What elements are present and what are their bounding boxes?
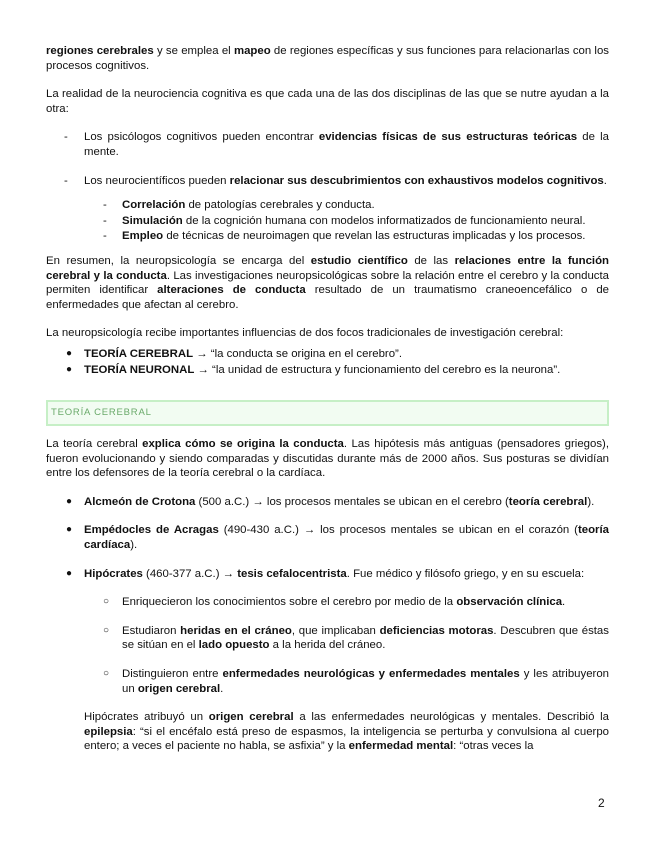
page-number: 2: [598, 796, 605, 810]
document-page: [46, 44, 609, 754]
sub-item-simulation: - Simulación de la cognición humana con modelos informatizados de funcionamiento neural.: [103, 214, 586, 227]
paragraph-cerebral-theory: La teoría cerebral explica cómo se origina la conducta. Las hipótesis más antiguas (pensadores griegos), fueron evolucionando y siendo comparadas y discutidas durante más de 2000 años. Sus posturas se dividían entre los defensores de la teoría cerebral o la cardíaca.: [46, 438, 609, 480]
bullet-theory-neuronal: ● TEORÍA NEURONAL → “la unidad de estructura y funcionamiento del cerebro es la neurona”.: [66, 363, 561, 376]
circle-bullet-icon: ○: [103, 624, 110, 636]
paragraph-influences: La neuropsicología recibe importantes influencias de dos focos tradicionales de investigación cerebral:: [46, 327, 564, 340]
bullet-icon: ●: [66, 347, 73, 359]
section-heading: TEORÍA CEREBRAL: [46, 400, 609, 426]
paragraph-summary: En resumen, la neuropsicología se encarga del estudio científico de las relaciones entre la función cerebral y la conducta. Las investigaciones neuropsicológicas sobre la relación entre el cerebro y la conducta permiten identificar alteraciones de conducta resultado de un traumatismo craneoencefálico o de enfermedades que afectan al cerebro.: [46, 254, 609, 311]
bullet-icon: ●: [66, 495, 73, 507]
bullet-empedocles: ● Empédocles de Acragas (490-430 a.C.) → los procesos mentales se ubican en el corazón (teoría cardíaca).: [66, 524, 609, 552]
bullet-icon: ●: [66, 524, 73, 536]
dash-item-neuroscientists: - Los neurocientíficos pueden relacionar sus descubrimientos con exhaustivos modelos cognitivos.: [64, 174, 607, 187]
bullet-hipocrates: ● Hipócrates (460-377 a.C.) → tesis cefalocentrista. Fue médico y filósofo griego, y en su escuela:: [66, 567, 585, 580]
paragraph-hipocrates: Hipócrates atribuyó un origen cerebral a las enfermedades neurológicas y mentales. Describió la epilepsia: “si el encéfalo está preso de espasmos, la inteligencia se perturba y convulsiona al cuerpo entero; a veces el paciente no habla, se asfixia” y la enfermedad mental: “otras veces la: [84, 711, 609, 753]
sub-item-correlation: - Correlación de patologías cerebrales y conducta.: [103, 199, 375, 212]
sub-item-imaging: - Empleo de técnicas de neuroimagen que revelan las estructuras implicadas y los procesos.: [103, 230, 586, 243]
bullet-alcmeon: ● Alcmeón de Crotona (500 a.C.) → los procesos mentales se ubican en el cerebro (teoría cerebral).: [66, 495, 595, 508]
circle-bullet-icon: ○: [103, 668, 110, 680]
school-item-observation: ○ Enriquecieron los conocimientos sobre el cerebro por medio de la observación clínica.: [103, 596, 566, 609]
paragraph-intro: regiones cerebrales y se emplea el mapeo de regiones específicas y sus funciones para relacionarlas con los procesos cognitivos.: [46, 45, 609, 72]
school-item-diseases: ○ Distinguieron entre enfermedades neurológicas y enfermedades mentales y les atribuyeron un origen cerebral.: [103, 668, 609, 695]
bullet-icon: ●: [66, 363, 73, 375]
circle-bullet-icon: ○: [103, 596, 110, 608]
dash-item-psychologists: - Los psicólogos cognitivos pueden encontrar evidencias físicas de sus estructuras teóricas de la mente.: [64, 131, 609, 158]
bullet-icon: ●: [66, 567, 73, 579]
bullet-theory-cerebral: ● TEORÍA CEREBRAL → “la conducta se origina en el cerebro”.: [66, 347, 402, 360]
school-item-wounds: ○ Estudiaron heridas en el cráneo, que implicaban deficiencias motoras. Descubren que éstas se sitúan en el lado opuesto a la herida del cráneo.: [103, 624, 609, 652]
paragraph-neuroscience: La realidad de la neurociencia cognitiva es que cada una de las dos disciplinas de las que se nutre ayudan a la otra:: [46, 88, 609, 115]
